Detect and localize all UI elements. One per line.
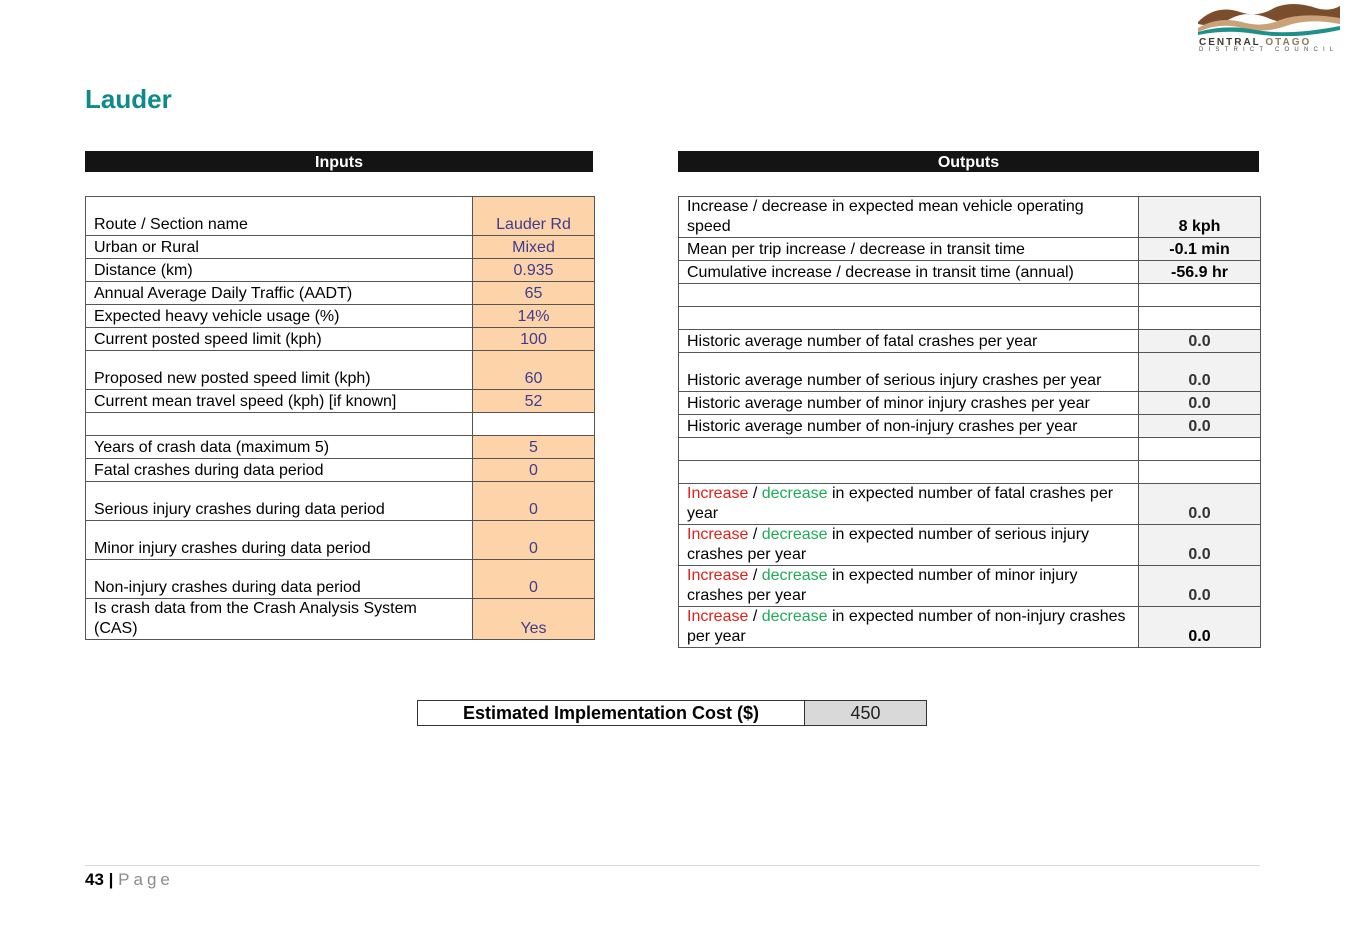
output-label-text: in expected number of serious injury crashes per year	[687, 526, 1090, 563]
input-value: 5	[473, 436, 595, 459]
page-footer	[85, 870, 174, 890]
input-label: Serious injury crashes during data period	[86, 482, 473, 521]
input-value: 14%	[473, 305, 595, 328]
slash-separator: /	[748, 608, 762, 625]
slash-separator: /	[748, 485, 762, 502]
input-label	[86, 413, 473, 436]
output-row	[679, 484, 1261, 525]
input-label: Proposed new posted speed limit (kph)	[86, 351, 473, 390]
input-value: 0	[473, 521, 595, 560]
output-value: 8 kph	[1139, 197, 1261, 238]
input-row	[86, 259, 595, 282]
output-value: -56.9 hr	[1139, 261, 1261, 284]
output-value: 0.0	[1139, 607, 1261, 648]
increase-word: Increase	[687, 567, 749, 584]
input-label: Expected heavy vehicle usage (%)	[86, 305, 473, 328]
output-label: Increase / decrease in expected mean vehicle operating speed	[679, 197, 1139, 238]
input-row	[86, 482, 595, 521]
input-row	[86, 390, 595, 413]
increase-word: Increase	[687, 526, 749, 543]
output-value: -0.1 min	[1139, 238, 1261, 261]
output-label: Historic average number of fatal crashes per year	[679, 330, 1139, 353]
input-value: 0.935	[473, 259, 595, 282]
slash-separator: /	[748, 526, 762, 543]
input-label: Minor injury crashes during data period	[86, 521, 473, 560]
output-value: 0.0	[1139, 392, 1261, 415]
output-row	[679, 415, 1261, 438]
output-value: 0.0	[1139, 353, 1261, 392]
output-value: 0.0	[1139, 415, 1261, 438]
output-label	[679, 307, 1139, 330]
footer-separator: |	[108, 870, 114, 889]
input-row	[86, 599, 595, 640]
decrease-word: decrease	[761, 526, 828, 543]
output-row	[679, 197, 1261, 238]
output-row	[679, 438, 1261, 461]
council-logo	[1196, 2, 1346, 54]
cost-value: 450	[805, 701, 927, 726]
input-row	[86, 459, 595, 482]
outputs-table	[678, 196, 1261, 648]
output-row	[679, 307, 1261, 330]
input-value: Lauder Rd	[473, 197, 595, 236]
cost-label: Estimated Implementation Cost ($)	[418, 701, 805, 726]
input-label: Route / Section name	[86, 197, 473, 236]
input-row	[86, 560, 595, 599]
output-label: Historic average number of serious injury crashes per year	[679, 353, 1139, 392]
input-row	[86, 197, 595, 236]
output-row	[679, 284, 1261, 307]
output-label	[679, 461, 1139, 484]
output-label-text: in expected number of minor injury crashes per year	[687, 567, 1078, 604]
output-value: 0.0	[1139, 330, 1261, 353]
output-value	[1139, 461, 1261, 484]
input-row	[86, 305, 595, 328]
input-value	[473, 413, 595, 436]
input-row	[86, 328, 595, 351]
input-label: Current posted speed limit (kph)	[86, 328, 473, 351]
input-row	[86, 521, 595, 560]
input-label: Distance (km)	[86, 259, 473, 282]
output-row	[679, 607, 1261, 648]
output-label: Historic average number of non-injury crashes per year	[679, 415, 1139, 438]
logo-subtext: DISTRICT COUNCIL	[1199, 47, 1339, 53]
footer-divider	[85, 865, 1260, 866]
output-row	[679, 353, 1261, 392]
increase-word: Increase	[687, 608, 749, 625]
output-value: 0.0	[1139, 525, 1261, 566]
output-row	[679, 525, 1261, 566]
input-value: 0	[473, 459, 595, 482]
logo-hills-graphic	[1196, 2, 1342, 36]
output-label-text: in expected number of non-injury crashes per year	[687, 608, 1126, 645]
output-value	[1139, 438, 1261, 461]
inputs-table	[85, 196, 595, 640]
decrease-word: decrease	[761, 608, 828, 625]
output-row	[679, 461, 1261, 484]
output-label: Mean per trip increase / decrease in transit time	[679, 238, 1139, 261]
decrease-word: decrease	[761, 485, 828, 502]
output-label	[679, 438, 1139, 461]
output-label-text: in expected number of fatal crashes per year	[687, 485, 1114, 522]
output-value	[1139, 284, 1261, 307]
input-value: 0	[473, 482, 595, 521]
input-value: Mixed	[473, 236, 595, 259]
output-row	[679, 566, 1261, 607]
input-row	[86, 351, 595, 390]
input-label: Urban or Rural	[86, 236, 473, 259]
input-row	[86, 436, 595, 459]
output-label	[679, 607, 1139, 648]
slash-separator: /	[748, 567, 762, 584]
input-value: 65	[473, 282, 595, 305]
decrease-word: decrease	[761, 567, 828, 584]
input-row	[86, 413, 595, 436]
input-label: Non-injury crashes during data period	[86, 560, 473, 599]
input-label: Annual Average Daily Traffic (AADT)	[86, 282, 473, 305]
input-row	[86, 282, 595, 305]
output-label	[679, 566, 1139, 607]
input-value: Yes	[473, 599, 595, 640]
output-label	[679, 484, 1139, 525]
page-word: Page	[118, 870, 174, 889]
input-label: Fatal crashes during data period	[86, 459, 473, 482]
logo-text: CENTRAL OTAGO	[1199, 37, 1312, 48]
cost-table	[417, 700, 927, 726]
page-title: Lauder	[85, 84, 172, 114]
outputs-header: Outputs	[678, 151, 1259, 172]
input-label: Current mean travel speed (kph) [if known]	[86, 390, 473, 413]
input-label: Years of crash data (maximum 5)	[86, 436, 473, 459]
page-number: 43	[85, 870, 104, 889]
output-row	[679, 330, 1261, 353]
output-label	[679, 525, 1139, 566]
output-value: 0.0	[1139, 484, 1261, 525]
output-row	[679, 392, 1261, 415]
output-row	[679, 261, 1261, 284]
input-value: 52	[473, 390, 595, 413]
output-label: Historic average number of minor injury crashes per year	[679, 392, 1139, 415]
output-label	[679, 284, 1139, 307]
input-value: 60	[473, 351, 595, 390]
output-value: 0.0	[1139, 566, 1261, 607]
increase-word: Increase	[687, 485, 749, 502]
input-value: 100	[473, 328, 595, 351]
output-label: Cumulative increase / decrease in transit time (annual)	[679, 261, 1139, 284]
inputs-header: Inputs	[85, 151, 593, 172]
input-value: 0	[473, 560, 595, 599]
input-row	[86, 236, 595, 259]
output-value	[1139, 307, 1261, 330]
output-row	[679, 238, 1261, 261]
input-label: Is crash data from the Crash Analysis System (CAS)	[86, 599, 473, 640]
